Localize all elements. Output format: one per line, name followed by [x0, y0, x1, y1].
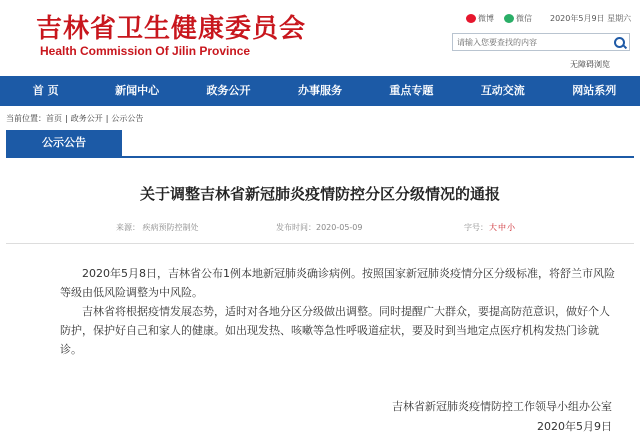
breadcrumb-gov-affairs[interactable]: 政务公开 — [70, 114, 103, 123]
article-publish-time: 发布时间：2020-05-09 — [276, 223, 363, 232]
site-logo-cn[interactable]: 吉林省卫生健康委员会 — [36, 14, 307, 44]
site-logo-en: Health Commission Of Jilin Province — [40, 44, 251, 58]
article-sign-date: 2020年5月9日 — [537, 420, 612, 433]
article-title: 关于调整吉林省新冠肺炎疫情防控分区分级情况的通报 — [139, 185, 500, 203]
search-input[interactable] — [457, 35, 607, 49]
current-date: 2020年5月9日 星期六 — [550, 14, 632, 23]
article-body — [60, 264, 620, 359]
breadcrumb-separator: | — [105, 114, 109, 123]
article-source: 来源： 疾病预防控制处 — [116, 223, 199, 232]
article-signer: 吉林省新冠肺炎疫情防控工作领导小组办公室 — [392, 400, 612, 413]
nav-item-news[interactable]: 新闻中心 — [115, 84, 160, 97]
breadcrumb-prefix: 当前位置： — [6, 114, 46, 123]
site-header — [0, 0, 640, 72]
nav-item-topics[interactable]: 重点专题 — [389, 84, 434, 97]
wechat-link[interactable]: 微信 — [516, 14, 532, 23]
wechat-icon[interactable] — [504, 14, 514, 23]
breadcrumb-notices[interactable]: 公示公告 — [111, 114, 144, 123]
accessibility-link[interactable]: 无障碍浏览 — [570, 60, 610, 69]
weibo-link[interactable]: 微博 — [478, 14, 494, 23]
nav-item-site-series[interactable]: 网站系列 — [572, 84, 617, 97]
tab-notices[interactable]: 公示公告 — [6, 130, 122, 156]
font-size-switcher — [464, 222, 515, 233]
font-size-small[interactable]: 小 — [507, 223, 515, 232]
search-box — [452, 33, 630, 51]
search-icon[interactable] — [614, 37, 625, 48]
breadcrumb — [6, 113, 143, 124]
nav-item-services[interactable]: 办事服务 — [297, 84, 342, 97]
nav-item-interaction[interactable]: 互动交流 — [480, 84, 525, 97]
section-tab-bar — [6, 130, 634, 158]
breadcrumb-home[interactable]: 首页 — [46, 114, 62, 123]
article-paragraph: 2020年5月8日，吉林省公布1例本地新冠肺炎确诊病例。按照国家新冠肺炎疫情分区分级标准，将舒兰市风险等级由低风险调整为中风险。 — [60, 267, 615, 299]
font-size-label: 字号： — [464, 223, 488, 232]
weibo-icon[interactable] — [466, 14, 476, 23]
main-nav — [0, 76, 640, 106]
breadcrumb-separator: | — [65, 114, 68, 123]
article-paragraph: 吉林省将根据疫情发展态势，适时对各地分区分级做出调整。同时提醒广大群众，要提高防范意识，做好个人防护，保护好自己和家人的健康。如出现发热、咳嗽等急性呼吸道症状，要及时到当地定点医疗机构发热门诊就诊。 — [60, 305, 610, 356]
meta-divider — [6, 243, 634, 244]
nav-item-home[interactable]: 首 页 — [32, 84, 59, 97]
font-size-medium[interactable]: 中 — [498, 223, 506, 232]
share-bar — [466, 13, 631, 24]
nav-item-gov-affairs[interactable]: 政务公开 — [206, 84, 251, 97]
font-size-large[interactable]: 大 — [489, 223, 497, 232]
